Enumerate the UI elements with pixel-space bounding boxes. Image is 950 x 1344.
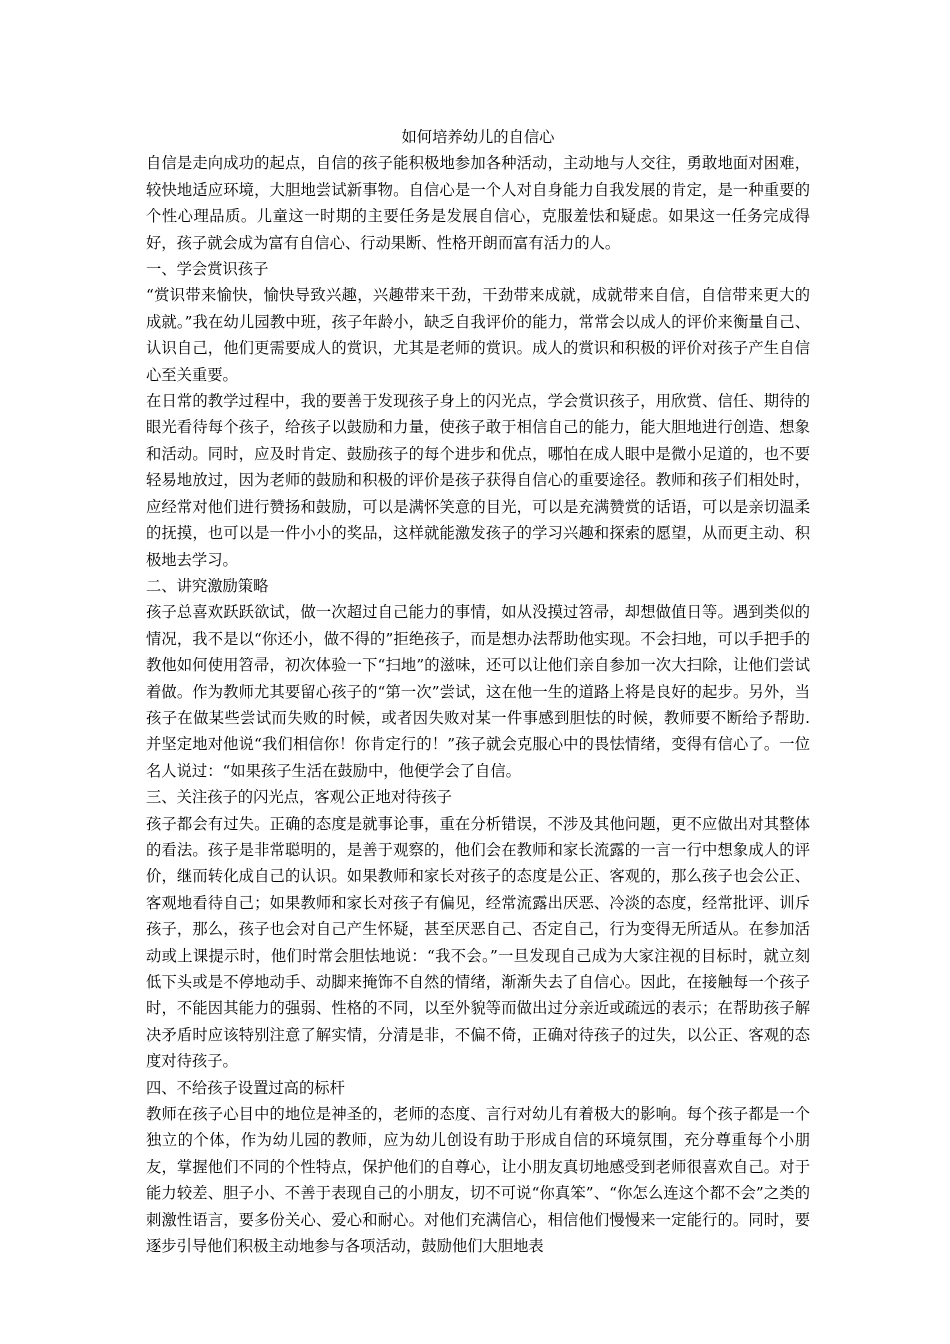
section-heading-1: 一、学会赏识孩子 xyxy=(146,260,269,279)
paragraph-appreciation-quote: “赏识带来愉快，愉快导致兴趣，兴趣带来干劲，干劲带来成就，成就带来自信，自信带来更大的成就。”我在幼儿园教中班，孩子年龄小，缺乏自我评价的能力，常常会以成人的评价来衡量自己、认识自己，他们更需要成人的赏识，尤其是老师的赏识。成人的赏识和积极的评价对孩子产生自信心至关重要。 xyxy=(146,286,810,384)
section-heading-2: 二、讲究激励策略 xyxy=(146,576,269,595)
paragraph-fairness: 孩子都会有过失。正确的态度是就事论事，重在分析错误，不涉及其他问题，更不应做出对其整体的看法。孩子是非常聪明的，是善于观察的，他们会在教师和家长流露的一言一行中想象成人的评价，继而转化成自己的认识。如果教师和家长对孩子的态度是公正、客观的，那么孩子也会公正、客观地看待自己；如果教师和家长对孩子有偏见，经常流露出厌恶、冷淡的态度，经常批评、训斥孩子，那么，孩子也会对自己产生怀疑，甚至厌恶自己、否定自己，行为变得无所适从。在参加活动或上课提示时，他们时常会胆怯地说：“我不会。”一旦发现自己成为大家注视的目标时，就立刻低下头或是不停地动手、动脚来掩饰不自然的情绪，渐渐失去了自信心。因此，在接触每一个孩子时，不能因其能力的强弱、性格的不同，以至外貌等而做出过分亲近或疏远的表示；在帮助孩子解决矛盾时应该特别注意了解实情，分清是非，不偏不倚，正确对待孩子的过失，以公正、客观的态度对待孩子。 xyxy=(146,814,810,1071)
paragraph-expectations: 教师在孩子心目中的地位是神圣的，老师的态度、言行对幼儿有着极大的影响。每个孩子都是一个独立的个体，作为幼儿园的教师，应为幼儿创设有助于形成自信的环境氛围，充分尊重每个小朋友，掌握他们不同的个性特点，保护他们的自尊心，让小朋友真切地感受到老师很喜欢自己。对于能力较差、胆子小、不善于表现自己的小朋友，切不可说“你真笨”、“你怎么连这个都不会”之类的刺激性语言，要多份关心、爱心和耐心。对他们充满信心，相信他们慢慢来一定能行的。同时，要逐步引导他们积极主动地参与各项活动，鼓励他们大胆地表 xyxy=(146,1105,810,1256)
section-heading-4: 四、不给孩子设置过高的标杆 xyxy=(146,1078,345,1097)
document-page xyxy=(146,124,810,1259)
paragraph-daily-teaching: 在日常的教学过程中，我的要善于发现孩子身上的闪光点，学会赏识孩子，用欣赏、信任、期待的眼光看待每个孩子，给孩子以鼓励和力量，使孩子敢于相信自己的能力，能大胆地进行创造、想象和活动。同时，应及时肯定、鼓励孩子的每个进步和优点，哪怕在成人眼中是微小足道的，也不要轻易地放过，因为老师的鼓励和积极的评价是孩子获得自信心的重要途径。教师和孩子们相处时，应经常对他们进行赞扬和鼓励，可以是满怀笑意的目光，可以是充满赞赏的话语，可以是亲切温柔的抚摸，也可以是一件小小的奖品，这样就能激发孩子的学习兴趣和探索的愿望，从而更主动、积极地去学习。 xyxy=(146,392,810,569)
paragraph-encouragement: 孩子总喜欢跃跃欲试，做一次超过自己能力的事情，如从没摸过笤帚，却想做值日等。遇到类似的情况，我不是以“你还小，做不得的”拒绝孩子，而是想办法帮助他实现。不会扫地，可以手把手的教他如何使用笤帚，初次体验一下“扫地”的滋味，还可以让他们亲自参加一次大扫除，让他们尝试着做。作为教师尤其要留心孩子的“第一次”尝试，这在他一生的道路上将是良好的起步。另外，当孩子在做某些尝试而失败的时候，或者因失败对某一件事感到胆怯的时候，教师要不断给予帮助. 并坚定地对他说“我们相信你！你肯定行的！”孩子就会克服心中的畏怯情绪，变得有信心了。一位名人说过：“如果孩子生活在鼓励中，他便学会了自信。 xyxy=(146,603,810,780)
section-heading-3: 三、关注孩子的闪光点，客观公正地对待孩子 xyxy=(146,788,452,807)
paragraph-intro: 自信是走向成功的起点，自信的孩子能积极地参加各种活动，主动地与人交往，勇敢地面对困难，较快地适应环境，大胆地尝试新事物。自信心是一个人对自身能力自我发展的肯定，是一种重要的个性心理品质。儿童这一时期的主要任务是发展自信心，克服羞怯和疑虑。如果这一任务完成得好，孩子就会成为富有自信心、行动果断、性格开朗而富有活力的人。 xyxy=(146,154,810,252)
document-title: 如何培养幼儿的自信心 xyxy=(401,128,555,146)
